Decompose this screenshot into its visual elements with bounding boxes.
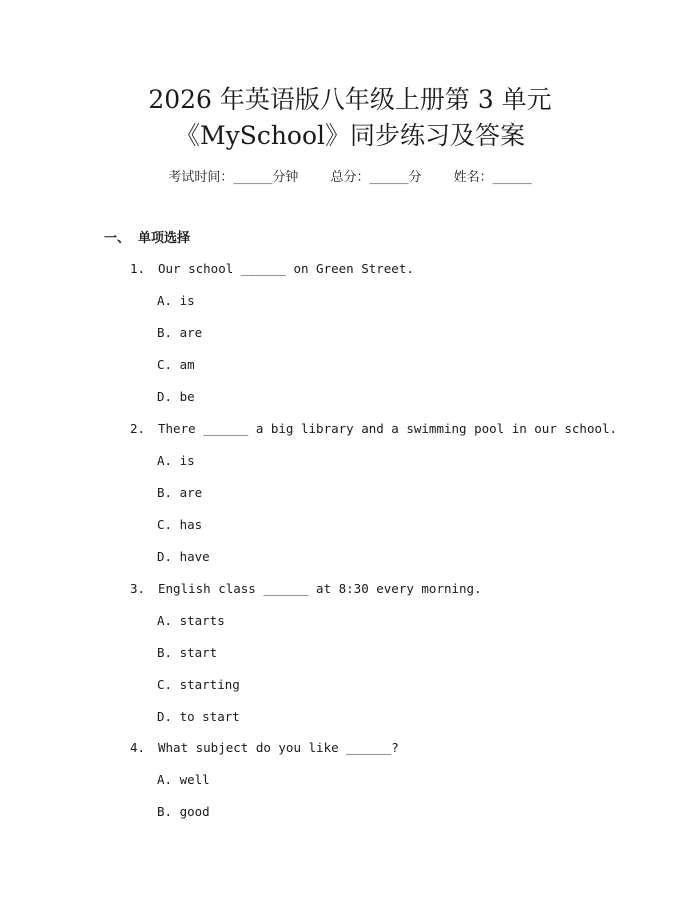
section-heading <box>104 230 190 248</box>
total-score-field: 总分：______分 <box>330 170 422 185</box>
option-2b: B. are <box>157 485 203 500</box>
question-2 <box>130 420 617 438</box>
option-2c: C. has <box>157 517 203 532</box>
question-number: 3. <box>130 581 146 596</box>
option-3b: B. start <box>157 645 218 660</box>
option-1d: D. be <box>157 389 195 404</box>
student-name-field: 姓名：______ <box>453 170 532 185</box>
question-1 <box>130 260 414 278</box>
option-2a: A. is <box>157 453 195 468</box>
page-title-line-1: 2026 年英语版八年级上册第 3 单元 <box>148 85 552 114</box>
option-1c: C. am <box>157 357 195 372</box>
option-3d: D. to start <box>157 709 240 724</box>
option-4a: A. well <box>157 772 210 787</box>
question-4 <box>130 739 399 757</box>
question-3 <box>130 580 482 598</box>
section-number: 一、 <box>104 231 131 246</box>
question-text: There ______ a big library and a swimming pool in our school. <box>158 421 618 436</box>
question-text: What subject do you like ______? <box>158 740 399 755</box>
exam-meta <box>0 168 700 188</box>
option-2d: D. have <box>157 549 210 564</box>
exam-time-field: 考试时间：______分钟 <box>168 170 299 185</box>
section-title: 单项选择 <box>138 231 191 246</box>
option-4b: B. good <box>157 804 210 819</box>
option-3a: A. starts <box>157 613 225 628</box>
question-text: Our school ______ on Green Street. <box>158 261 414 276</box>
question-number: 4. <box>130 740 146 755</box>
option-1a: A. is <box>157 293 195 308</box>
option-1b: B. are <box>157 325 203 340</box>
question-number: 1. <box>130 261 146 276</box>
question-text: English class ______ at 8:30 every morning. <box>158 581 482 596</box>
page-title-line-2: 《MySchool》同步练习及答案 <box>174 121 526 150</box>
question-number: 2. <box>130 421 146 436</box>
option-3c: C. starting <box>157 677 240 692</box>
